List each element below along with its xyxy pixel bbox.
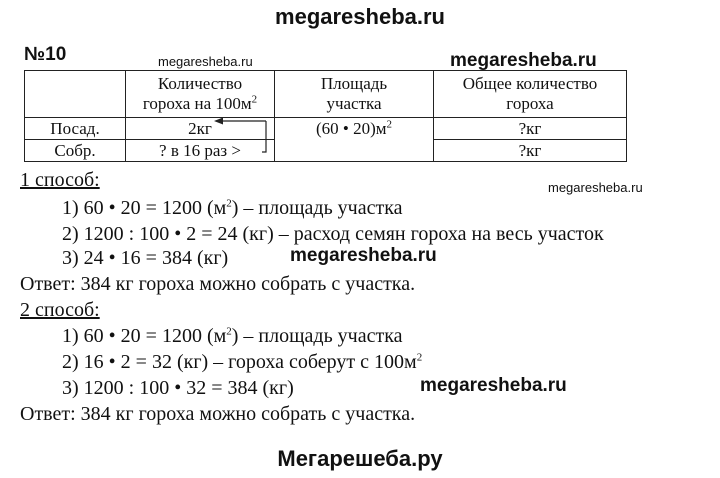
method1-step3: 3) 24 • 16 = 384 (кг) [62, 247, 229, 269]
method2-step1-post: ) – площадь участка [231, 325, 403, 347]
task-number: №10 [24, 44, 67, 65]
method1-answer: Ответ: 384 кг гороха можно собрать с участка. [20, 273, 416, 295]
table-row [25, 118, 627, 140]
method1-step1-sup: 2 [226, 197, 232, 210]
row-amount: ? в 16 раз > [126, 140, 275, 162]
data-table [24, 70, 627, 162]
header-total-line1: Общее количество [462, 74, 598, 93]
header-total [434, 71, 627, 118]
watermark-top: megaresheba.ru [275, 4, 445, 29]
method1-step2: 2) 1200 : 100 • 2 = 24 (кг) – расход семян гороха на весь участок [62, 223, 604, 245]
watermark-bold: megaresheba.ru [290, 245, 437, 266]
method1-step1-pre: 1) 60 • 20 = 1200 (м [62, 197, 227, 219]
header-amount-line2: гороха на 100м [142, 94, 252, 113]
method2-step2-pre: 2) 16 • 2 = 32 (кг) – гороха соберут с 100м [62, 351, 417, 373]
header-total-line2: гороха [506, 94, 554, 113]
method2-step1-sup: 2 [226, 325, 232, 338]
header-amount-line1: Количество [157, 74, 243, 93]
table-corner-cell [25, 71, 126, 118]
method2-step2 [62, 350, 422, 374]
header-area-line1: Площадь [320, 74, 388, 93]
row-area-value: (60 • 20)м [315, 119, 387, 138]
row-area-sup: 2 [386, 118, 393, 131]
watermark-bottom: Мегарешеба.ру [277, 446, 443, 471]
arrow-icon [210, 116, 274, 156]
method1-step1-post: ) – площадь участка [231, 197, 403, 219]
watermark-bold: megaresheba.ru [420, 375, 567, 396]
header-amount-sup: 2 [251, 93, 258, 106]
row-amount-value: 2кг [188, 118, 212, 138]
watermark-small: megaresheba.ru [158, 54, 253, 69]
header-area [275, 71, 434, 118]
method1-step1 [62, 196, 403, 220]
row-area [275, 118, 434, 162]
method2-answer: Ответ: 384 кг гороха можно собрать с участка. [20, 403, 416, 425]
header-area-line2: участка [326, 94, 382, 113]
method2-step2-sup: 2 [416, 351, 423, 364]
header-amount [126, 71, 275, 118]
method2-step3: 3) 1200 : 100 • 32 = 384 (кг) [62, 377, 294, 399]
method2-title: 2 способ: [20, 299, 100, 321]
method1-title: 1 способ: [20, 169, 100, 191]
row-total: ?кг [434, 118, 627, 140]
table-header-row [25, 71, 627, 118]
row-label: Собр. [25, 140, 126, 162]
method2-step1 [62, 324, 403, 348]
row-label: Посад. [25, 118, 126, 140]
row-total: ?кг [434, 140, 627, 162]
watermark-bold: megaresheba.ru [450, 50, 597, 71]
watermark-small: megaresheba.ru [548, 180, 643, 195]
method2-step1-pre: 1) 60 • 20 = 1200 (м [62, 325, 227, 347]
